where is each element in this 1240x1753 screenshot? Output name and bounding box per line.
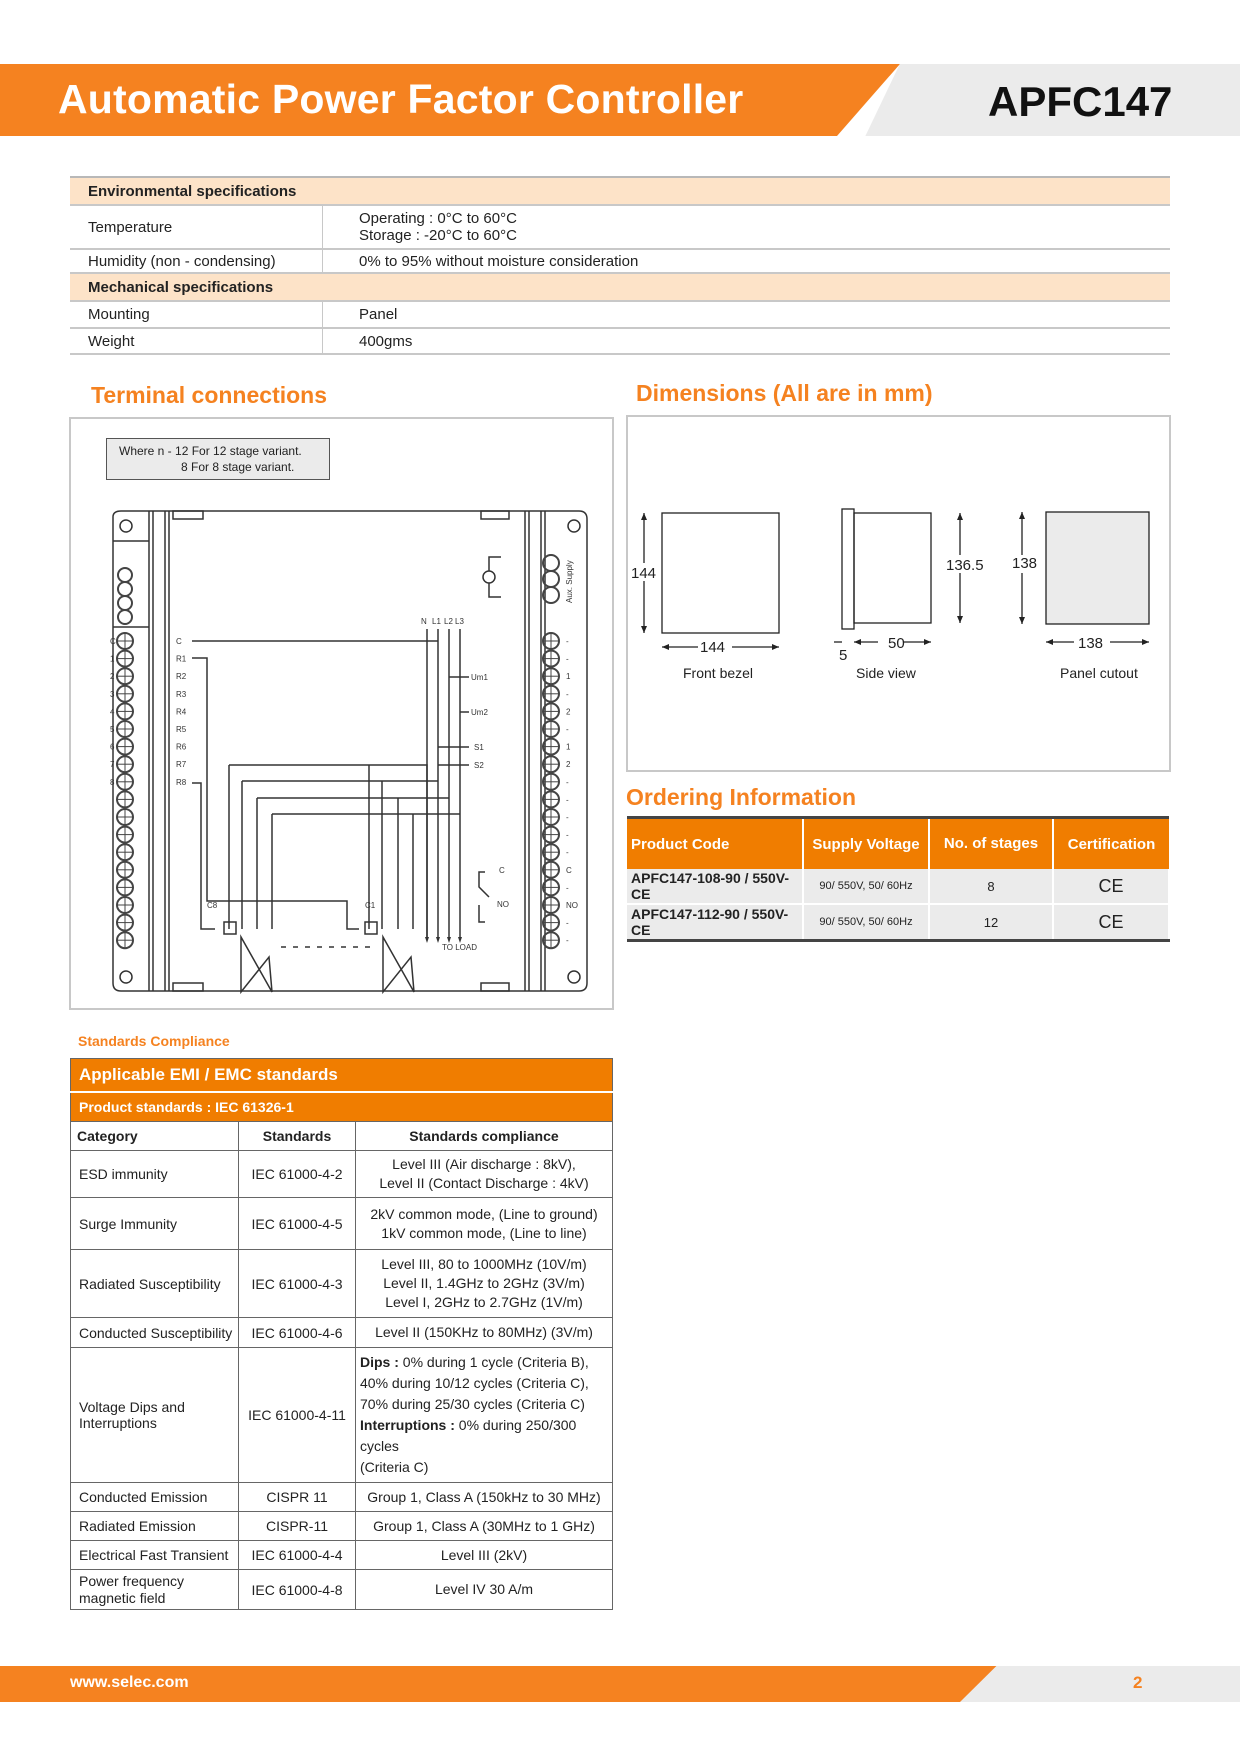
ordering-heading: Ordering Information — [626, 784, 856, 810]
to-load-label: TO LOAD — [442, 943, 477, 952]
dimension-arrow-icon — [924, 639, 931, 645]
dimension-arrow-icon — [957, 513, 963, 520]
compliance-line: 1kV common mode, (Line to line) — [381, 1224, 587, 1241]
right-terminal-label: - — [566, 654, 569, 664]
temperature-label: Temperature — [70, 205, 323, 249]
side-view-bezel-shape — [842, 509, 854, 629]
compliance-line: Group 1, Class A (30MHz to 1 GHz) — [373, 1517, 595, 1534]
compliance-line: Level I, 2GHz to 2.7GHz (1V/m) — [385, 1294, 583, 1310]
col-product-code: Product Code — [627, 818, 803, 870]
dimension-arrow-icon — [641, 626, 647, 633]
relay-label: R4 — [176, 707, 187, 717]
compliance-line: 2kV common mode, (Line to ground) — [370, 1205, 598, 1222]
wiring-diagram — [69, 417, 614, 1010]
left-terminal-label: 8 — [110, 777, 115, 787]
um1-label: Um1 — [471, 673, 488, 682]
ordering-row — [627, 869, 1169, 904]
relay-label: R7 — [176, 760, 187, 770]
phase-l1: L1 — [432, 617, 441, 626]
supply-voltage: 90/ 550V, 50/ 60Hz — [803, 869, 929, 904]
right-terminal-label: 2 — [566, 707, 571, 717]
compliance-line: (Criteria C) — [360, 1459, 429, 1475]
dimension-arrow-icon — [1142, 639, 1149, 645]
dimension-arrow-icon — [1019, 617, 1025, 624]
side-bezel-value: 5 — [839, 647, 848, 664]
left-terminal-label: C — [110, 637, 116, 646]
ce-mark-icon: CE — [1053, 904, 1169, 941]
standards-compliance-label: Standards Compliance — [78, 1033, 230, 1049]
compliance-line: Group 1, Class A (150kHz to 30 MHz) — [367, 1488, 601, 1505]
standard: IEC 61000-4-4 — [239, 1541, 356, 1570]
right-terminal-label: 2 — [566, 760, 571, 770]
compliance-line: 0% during 250/300 cycles — [360, 1417, 577, 1454]
ordering-row — [627, 904, 1169, 941]
compliance — [356, 1318, 613, 1348]
side-view-body-shape — [854, 513, 931, 623]
aux-supply-label: Aux. Supply — [565, 560, 574, 603]
col-stages: No. of stages — [929, 818, 1053, 870]
compliance-line: 0% during 1 cycle (Criteria B), — [402, 1354, 589, 1370]
standard: CISPR 11 — [239, 1483, 356, 1512]
left-terminal-label: 7 — [110, 760, 115, 770]
left-terminal-label: 1 — [110, 654, 115, 664]
right-terminal-label: NO — [566, 901, 578, 910]
standard: IEC 61000-4-8 — [239, 1570, 356, 1610]
front-width-value: 144 — [700, 639, 726, 656]
product-code: APFC147-112-90 / 550V-CE — [627, 904, 803, 941]
right-terminal-label: 1 — [566, 672, 571, 682]
standards-row — [71, 1570, 613, 1610]
front-height-value: 144 — [631, 565, 657, 582]
interruptions-label: Interruptions : — [360, 1417, 455, 1433]
right-terminal-label: 1 — [566, 742, 571, 752]
standard: IEC 61000-4-2 — [239, 1151, 356, 1198]
standard: IEC 61000-4-11 — [239, 1348, 356, 1483]
compliance — [356, 1483, 613, 1512]
relay-label: R1 — [176, 654, 187, 664]
ordering-table — [627, 816, 1170, 942]
environmental-heading: Environmental specifications — [70, 177, 1170, 205]
dimension-arrow-icon — [1046, 639, 1053, 645]
spec-table — [70, 176, 1170, 355]
right-terminal-label: C — [566, 865, 572, 875]
page-title: Automatic Power Factor Controller — [58, 76, 744, 122]
stages: 12 — [929, 904, 1053, 941]
mounting-label: Mounting — [70, 301, 323, 328]
standards-row — [71, 1151, 613, 1198]
cutout-width-value: 138 — [1078, 635, 1104, 652]
col-supply-voltage: Supply Voltage — [803, 818, 929, 870]
right-terminal-label: - — [566, 848, 569, 858]
right-terminal-label: - — [566, 936, 569, 946]
col-category: Category — [71, 1122, 239, 1151]
left-terminal-label: 5 — [110, 725, 115, 734]
website-link[interactable]: www.selec.com — [70, 1674, 189, 1691]
mounting-value: Panel — [323, 301, 1171, 328]
compliance-line: Level III, 80 to 1000MHz (10V/m) — [381, 1256, 587, 1272]
dimension-arrow-icon — [1019, 512, 1025, 519]
alarm-no-label: NO — [497, 900, 509, 909]
category: Electrical Fast Transient — [71, 1541, 239, 1570]
weight-value: 400gms — [323, 328, 1171, 354]
dimension-drawings — [626, 415, 1171, 772]
relay-label: R8 — [176, 777, 187, 787]
relay-label: C — [176, 637, 182, 646]
um2-label: Um2 — [471, 708, 488, 717]
compliance-line: Level III (Air discharge : 8kV), — [392, 1156, 576, 1172]
temperature-storage: Storage : -20°C to 60°C — [359, 227, 517, 244]
panel-cutout-shape — [1046, 512, 1149, 624]
left-terminal-label: 6 — [110, 742, 115, 752]
dimension-arrow-icon — [662, 644, 669, 650]
col-certification: Certification — [1053, 818, 1169, 870]
humidity-value: 0% to 95% without moisture consideration — [323, 249, 1171, 273]
compliance-line: Level II (Contact Discharge : 4kV) — [379, 1175, 589, 1191]
dips-label: Dips : — [360, 1354, 399, 1370]
category: ESD immunity — [71, 1151, 239, 1198]
left-terminal-block — [118, 568, 132, 624]
side-depth-value: 50 — [888, 635, 905, 652]
c1-label: C1 — [365, 901, 376, 910]
front-bezel-shape — [662, 513, 779, 633]
category: Conducted Susceptibility — [71, 1318, 239, 1348]
emi-emc-title: Applicable EMI / EMC standards — [71, 1059, 613, 1093]
dimensions-heading: Dimensions (All are in mm) — [636, 380, 933, 406]
standards-row — [71, 1198, 613, 1250]
footer-page-band — [960, 1666, 1240, 1702]
right-terminal-label: - — [566, 813, 569, 822]
alarm-c-label: C — [499, 866, 505, 875]
category: Radiated Emission — [71, 1512, 239, 1541]
standards-row — [71, 1541, 613, 1570]
humidity-label: Humidity (non - condensing) — [70, 249, 323, 273]
temperature-value — [323, 205, 1171, 249]
compliance — [356, 1348, 613, 1483]
terminal-connections-heading: Terminal connections — [91, 382, 328, 408]
standards-row — [71, 1250, 613, 1318]
standard: IEC 61000-4-3 — [239, 1250, 356, 1318]
category: Radiated Susceptibility — [71, 1250, 239, 1318]
compliance-line: 70% during 25/30 cycles (Criteria C) — [360, 1396, 585, 1412]
compliance — [356, 1151, 613, 1198]
panel-cutout-label: Panel cutout — [1060, 665, 1138, 681]
standards-row — [71, 1483, 613, 1512]
col-compliance: Standards compliance — [356, 1122, 613, 1151]
front-bezel-label: Front bezel — [683, 665, 754, 681]
category: Voltage Dips and Interruptions — [71, 1348, 239, 1483]
side-view-label: Side view — [856, 665, 916, 681]
phase-l2: L2 — [444, 617, 453, 626]
left-terminal-label: 2 — [110, 672, 115, 682]
s2-label: S2 — [474, 761, 484, 770]
standards-table — [70, 1058, 613, 1610]
right-terminal-label: - — [566, 777, 569, 787]
category: Conducted Emission — [71, 1483, 239, 1512]
right-terminal-label: - — [566, 830, 569, 840]
standards-row — [71, 1512, 613, 1541]
dimension-arrow-icon — [641, 513, 647, 520]
supply-voltage: 90/ 550V, 50/ 60Hz — [803, 904, 929, 941]
standard: IEC 61000-4-6 — [239, 1318, 356, 1348]
mechanical-heading: Mechanical specifications — [70, 273, 1170, 301]
temperature-operating: Operating : 0°C to 60°C — [359, 210, 517, 227]
right-terminal-label: - — [566, 795, 569, 805]
col-standards: Standards — [239, 1122, 356, 1151]
c8-label: C8 — [207, 901, 218, 910]
compliance-line: Level II, 1.4GHz to 2GHz (3V/m) — [383, 1275, 585, 1291]
note-line-2: 8 For 8 stage variant. — [181, 460, 295, 474]
right-terminal-label: - — [566, 883, 569, 893]
stages: 8 — [929, 869, 1053, 904]
standard: IEC 61000-4-5 — [239, 1198, 356, 1250]
note-line-1: Where n - 12 For 12 stage variant. — [119, 444, 302, 458]
compliance-line: Level IV 30 A/m — [434, 1581, 534, 1597]
left-terminal-label: 4 — [110, 707, 115, 717]
compliance-line: 40% during 10/12 cycles (Criteria C), — [360, 1375, 589, 1391]
phase-n: N — [421, 617, 427, 626]
compliance — [356, 1570, 613, 1610]
model-number: APFC147 — [988, 78, 1173, 125]
left-terminal-label: 3 — [110, 689, 115, 699]
standards-row — [71, 1318, 613, 1348]
compliance-line: Level III (2kV) — [440, 1546, 528, 1563]
right-terminal-label: - — [566, 689, 569, 699]
right-terminal-label: - — [566, 725, 569, 734]
side-height-value: 136.5 — [946, 557, 984, 574]
cutout-height-value: 138 — [1012, 555, 1038, 572]
standard: CISPR-11 — [239, 1512, 356, 1541]
dimension-arrow-icon — [772, 644, 779, 650]
page-number: 2 — [1133, 1673, 1143, 1692]
relay-label: R3 — [176, 689, 187, 699]
right-terminal-label: - — [566, 637, 569, 646]
product-code: APFC147-108-90 / 550V-CE — [627, 869, 803, 904]
right-terminal-label: - — [566, 918, 569, 928]
phase-l3: L3 — [455, 617, 464, 626]
compliance — [356, 1250, 613, 1318]
compliance — [356, 1198, 613, 1250]
relay-label: R5 — [176, 725, 187, 734]
ce-mark-icon: CE — [1053, 869, 1169, 904]
s1-label: S1 — [474, 743, 484, 752]
category: Power frequency magnetic field — [71, 1570, 239, 1610]
category: Surge Immunity — [71, 1198, 239, 1250]
compliance — [356, 1541, 613, 1570]
relay-label: R6 — [176, 742, 187, 752]
relay-label: R2 — [176, 672, 187, 682]
compliance-line: Level II (150KHz to 80MHz) (3V/m) — [375, 1324, 593, 1340]
weight-label: Weight — [70, 328, 323, 354]
standards-row — [71, 1348, 613, 1483]
dimension-arrow-icon — [854, 639, 861, 645]
compliance — [356, 1512, 613, 1541]
dimension-arrow-icon — [957, 616, 963, 623]
product-standard: Product standards : IEC 61326-1 — [71, 1092, 613, 1122]
